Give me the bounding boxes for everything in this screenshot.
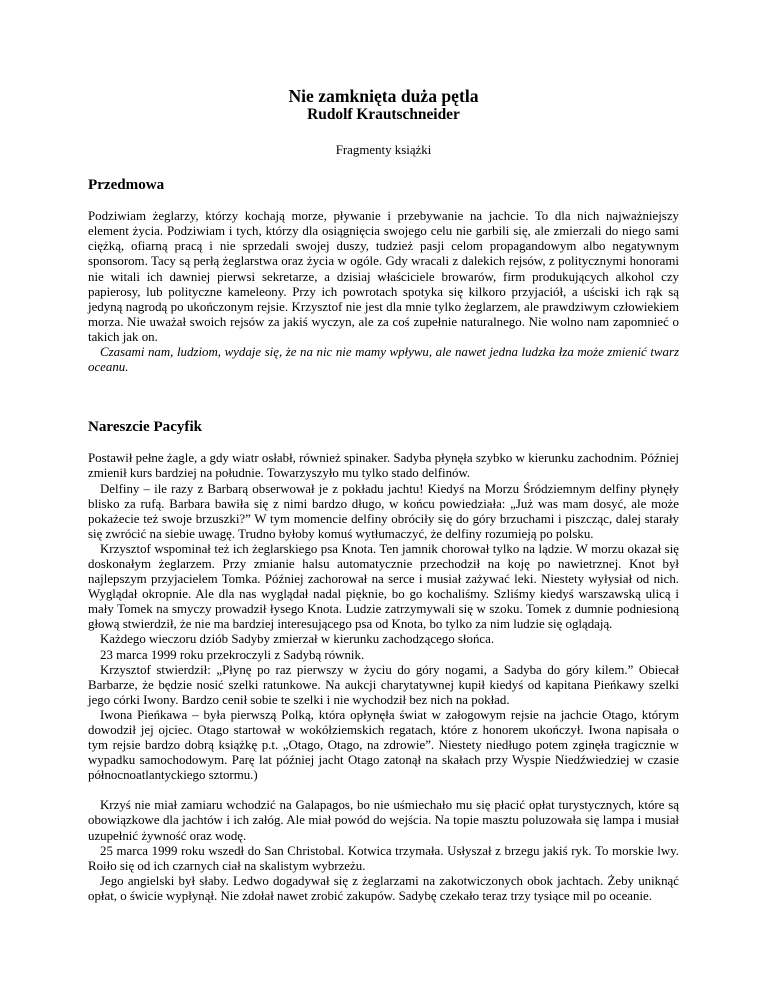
section-heading-przedmowa: Przedmowa <box>88 177 165 194</box>
chapter-paragraph: Postawił pełne żagle, a gdy wiatr osłabł, również spinaker. Sadyba płynęła szybko w kierunku zachodnim. Później zmienił kurs bardziej na południe. Towarzyszyło mu tylko stado delfinów. <box>88 451 679 481</box>
author-name: Rudolf Krautschneider <box>307 106 460 123</box>
chapter-paragraph: Delfiny – ile razy z Barbarą obserwował je z pokładu jachtu! Kiedyś na Morzu Śródziemnym delfiny płynęły blisko za rufą. Barbara bawiła się z nimi bardzo długo, w końcu powiedziała: „Już was mam dosyć, ale może pokażecie też swoje brzuszki?” W tym momencie delfiny obróciły się do góry brzuchami i piszcząc, dalej starały się zwrócić na siebie uwagę. Trudno byłoby komuś wytłumaczyć, że delfiny rozumieją po polsku. <box>88 481 679 541</box>
chapter-paragraph: Iwona Pieńkawa – była pierwszą Polką, która opłynęła świat w załogowym rejsie na jachcie Otago, którym dowodził jej ojciec. Otago startował w wokółziemskich regatach, które z honorem ukończył. Iwona napisała o tym rejsie bardzo dobrą książkę p.t. „Otago, Otago, na zdrowie”. Niestety niedługo potem zginęła tragicznie w wypadku samochodowym. Parę lat później jacht Otago zatonął na skałach przy Wyspie Niedźwiedziej w czasie północnoatlantyckiego sztormu.) <box>88 707 679 783</box>
document-subtitle: Fragmenty książki <box>335 143 432 157</box>
chapter-body <box>88 451 679 783</box>
section-heading-pacyfik: Nareszcie Pacyfik <box>88 419 203 436</box>
chapter-paragraph: 25 marca 1999 roku wszedł do San Christobal. Kotwica trzymała. Usłyszał z brzegu jakiś ryk. To morskie lwy. Roiło się od ich czarnych ciał na skalistym wybrzeżu. <box>88 843 679 873</box>
chapter-paragraph: Krzyś nie miał zamiaru wchodzić na Galapagos, bo nie uśmiechało mu się płacić opłat turystycznych, które są obowiązkowe dla jachtów i ich załóg. Ale miał powód do wejścia. Na topie masztu poluzowała się lampa i musiał uzupełnić żywność oraz wodę. <box>88 798 679 843</box>
chapter-body-continued <box>88 798 679 904</box>
preface-paragraph: Podziwiam żeglarzy, którzy kochają morze, pływanie i przebywanie na jachcie. To dla nich najważniejszy element życia. Podziwiam i tych, którzy dla osiągnięcia swojego celu nie garbili się, ale zmierzali do niego sami ciężką, ofiarną pracą i nie sprzedali swojej duszy, tudzież pasji celom propagandowym albo negatywnym sponsorom. Tacy są perłą żeglarstwa oraz życia w ogóle. Gdy wracali z dalekich rejsów, z politycznymi honorami nie witali ich dawniej pierwsi sekretarze, a dzisiaj właściciele browarów, firm produkujących alkohol czy papierosy, lub polityczne kameleony. Przy ich powrotach spotyka się kilkoro przyjaciół, a uściski ich rąk są jedyną nagrodą po ukończonym rejsie. Krzysztof nie jest dla mnie tylko żeglarzem, ale prawdziwym człowiekiem morza. Nie uważał swoich rejsów za jakiś wyczyn, ale za coś zupełnie naturalnego. Nie wolno nam zapomnieć o takich jak on. <box>88 209 679 344</box>
preface-quote: Czasami nam, ludziom, wydaje się, że na nic nie mamy wpływu, ale nawet jedna ludzka łza może zmienić twarz oceanu. <box>88 345 679 375</box>
chapter-paragraph: 23 marca 1999 roku przekroczyli z Sadybą równik. <box>100 647 365 662</box>
chapter-paragraph: Krzysztof wspominał też ich żeglarskiego psa Knota. Ten jamnik chorował tylko na lądzie. W morzu okazał się doskonałym żeglarzem. Przy zmianie halsu automatycznie przechodził na koję po nawietrznej. Knot był najlepszym przyjacielem Tomka. Później zachorował na serce i musiał zażywać leki. Niestety wyłysiał od nich. Wyglądał okropnie. Ale dla nas wyglądał nadal pięknie, bo go kochaliśmy. Szliśmy kiedyś warszawską ulicą i mały Tomek na smyczy prowadził łysego Knota. Ludzie zatrzymywali się w szoku. Tomek z dumnie podniesioną głową stwierdził, że nie ma bardziej interesującego psa od Knota, bo tylko za nim ludzie się oglądają. <box>88 541 679 632</box>
document-page <box>88 86 679 904</box>
document-title: Nie zamknięta duża pętla <box>288 86 479 106</box>
chapter-paragraph: Krzysztof stwierdził: „Płynę po raz pierwszy w życiu do góry nogami, a Sadyba do góry kilem.” Obiecał Barbarze, że będzie nosić szelki ratunkowe. Na aukcji charytatywnej kupił kiedyś od kapitana Pieńkawy szelki jego córki Iwony. Bardzo cenił sobie te szelki i nie wychodził bez nich na pokład. <box>88 662 679 707</box>
chapter-paragraph: Każdego wieczoru dziób Sadyby zmierzał w kierunku zachodzącego słońca. <box>100 632 495 647</box>
paragraph-gap <box>88 783 679 798</box>
chapter-paragraph: Jego angielski był słaby. Ledwo dogadywał się z żeglarzami na zakotwiczonych obok jachtach. Żeby uniknąć opłat, o świcie wypłynął. Nie zdołał nawet zrobić zakupów. Sadybę czekało teraz trzy tysiące mil po oceanie. <box>88 873 679 903</box>
